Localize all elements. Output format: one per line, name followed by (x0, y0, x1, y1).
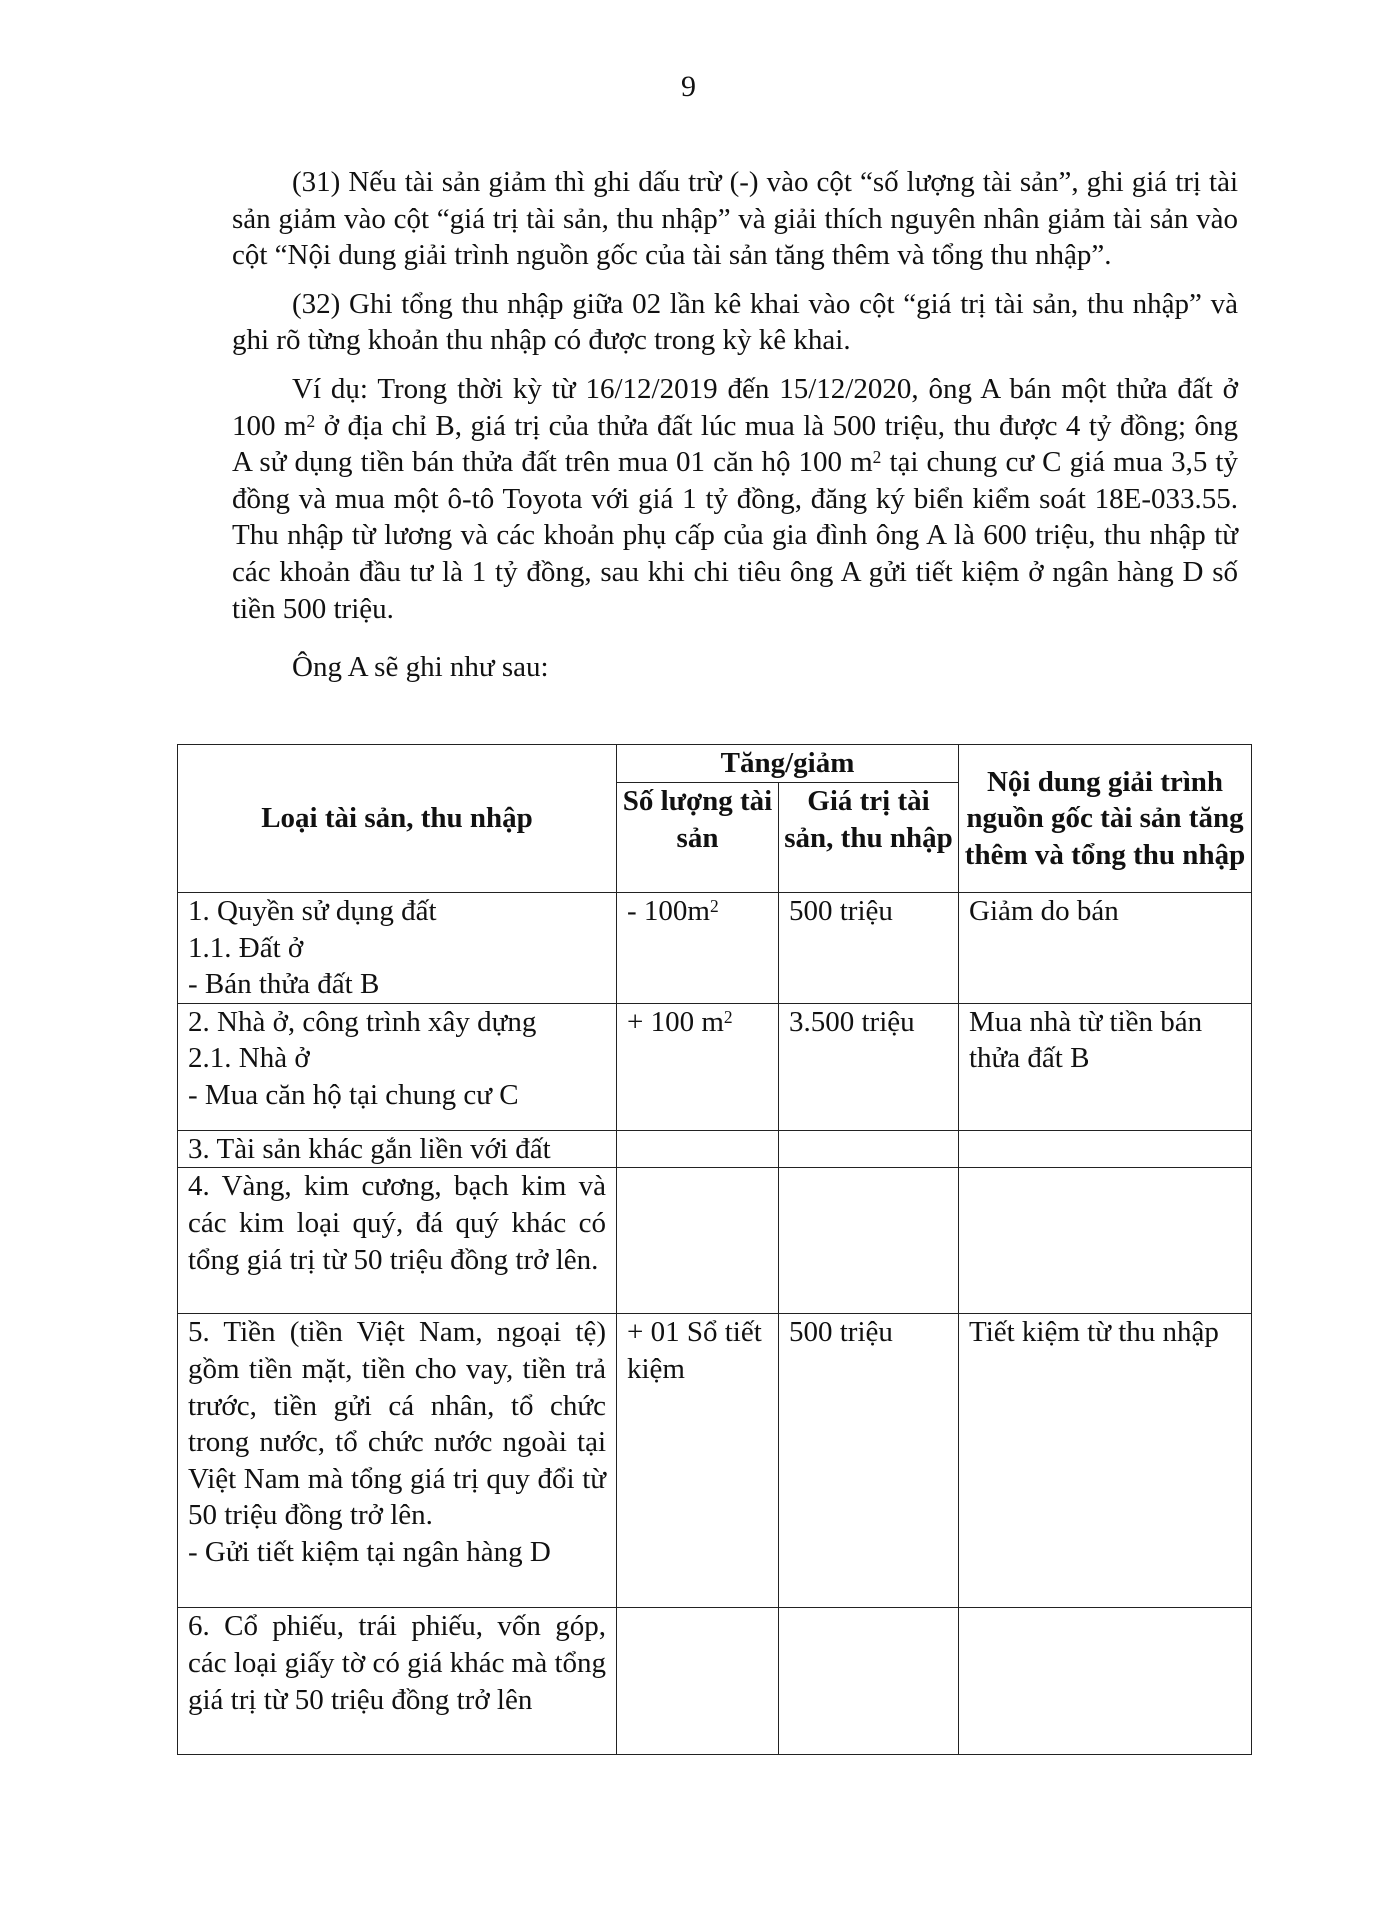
category-line: 3. Tài sản khác gắn liền với đất (188, 1132, 551, 1165)
quantity-cell (617, 1003, 779, 1130)
quantity-cell: + 01 Sổ tiết kiệm (617, 1314, 779, 1608)
example-text-part-2: ở địa chỉ B, giá trị của thửa đất lúc mua là 500 triệu, thu được 4 tỷ đồng; ông A sử dụng tiền bán thửa đất trên mua 01 căn hộ 100 m (232, 409, 1238, 479)
explanation-cell: Giảm do bán (959, 893, 1252, 1004)
superscript-2: 2 (306, 410, 316, 431)
category-line: 1. Quyền sử dụng đất (188, 895, 437, 927)
quantity-cell (617, 1608, 779, 1755)
category-cell (178, 1314, 617, 1608)
header-change-group: Tăng/giảm (617, 745, 959, 783)
asset-declaration-table (177, 744, 1252, 1755)
quantity-value: - 100m (627, 895, 710, 927)
body-text (232, 164, 1238, 686)
table-row (178, 1130, 1252, 1168)
category-line: 2.1. Nhà ở (188, 1042, 310, 1075)
category-text: 5. Tiền (tiền Việt Nam, ngoại tệ) gồm tiền mặt, tiền cho vay, tiền trả trước, tiền gửi cá nhân, tổ chức trong nước, tổ chức nước ngoài tại Việt Nam mà tổng giá trị quy đổi từ 50 triệu đồng trở lên. (188, 1316, 606, 1532)
value-cell (779, 1168, 959, 1314)
note-32-paragraph: (32) Ghi tổng thu nhập giữa 02 lần kê khai vào cột “giá trị tài sản, thu nhập” và ghi rõ từng khoản thu nhập có được trong kỳ kê khai. (232, 287, 1238, 357)
category-line: - Bán thửa đất B (188, 968, 380, 1001)
superscript-2: 2 (723, 1006, 733, 1027)
quantity-cell (617, 1130, 779, 1168)
explanation-cell (959, 1608, 1252, 1755)
note-31-paragraph: (31) Nếu tài sản giảm thì ghi dấu trừ (-) vào cột “số lượng tài sản”, ghi giá trị tài sản giảm vào cột “giá trị tài sản, thu nhập” và giải thích nguyên nhân giảm tài sản vào cột “Nội dung giải trình nguồn gốc của tài sản tăng thêm và tổng thu nhập”. (232, 166, 1238, 272)
table-row (178, 1168, 1252, 1314)
explanation-cell (959, 1130, 1252, 1168)
explanation-cell (959, 1168, 1252, 1314)
category-cell (178, 1003, 617, 1130)
quantity-cell (617, 893, 779, 1004)
page-number: 9 (681, 70, 696, 103)
header-explanation: Nội dung giải trình nguồn gốc tài sản tăng thêm và tổng thu nhập (959, 745, 1252, 893)
category-cell (178, 1130, 617, 1168)
header-value: Giá trị tài sản, thu nhập (779, 783, 959, 893)
value-cell (779, 1608, 959, 1755)
superscript-2: 2 (709, 896, 719, 917)
superscript-2: 2 (872, 447, 882, 468)
category-line: - Mua căn hộ tại chung cư C (188, 1078, 519, 1111)
category-line: 1.1. Đất ở (188, 931, 304, 964)
table-lead-in: Ông A sẽ ghi như sau: (292, 651, 549, 684)
quantity-cell (617, 1168, 779, 1314)
value-cell: 500 triệu (779, 893, 959, 1004)
table-row (178, 893, 1252, 1004)
table-row (178, 1314, 1252, 1608)
example-text-part-1: Ví dụ: Trong thời kỳ từ 16/12/2019 đến 15/12/2020, ông A bán một thửa đất ở 100 m (232, 372, 1238, 442)
category-line: - Gửi tiết kiệm tại ngân hàng D (188, 1535, 551, 1568)
explanation-cell: Mua nhà từ tiền bán thửa đất B (959, 1003, 1252, 1130)
category-cell: 4. Vàng, kim cương, bạch kim và các kim loại quý, đá quý khác có tổng giá trị từ 50 triệu đồng trở lên. (178, 1168, 617, 1314)
value-cell: 500 triệu (779, 1314, 959, 1608)
explanation-cell: Tiết kiệm từ thu nhập (959, 1314, 1252, 1608)
category-cell (178, 893, 617, 1004)
category-line: 2. Nhà ở, công trình xây dựng (188, 1005, 537, 1038)
value-cell: 3.500 triệu (779, 1003, 959, 1130)
header-category: Loại tài sản, thu nhập (178, 745, 617, 893)
example-paragraph (232, 371, 1238, 627)
category-cell: 6. Cổ phiếu, trái phiếu, vốn góp, các loại giấy tờ có giá khác mà tổng giá trị từ 50 triệu đồng trở lên (178, 1608, 617, 1755)
table-row (178, 1608, 1252, 1755)
table-row (178, 1003, 1252, 1130)
example-text-part-3: tại chung cư C giá mua 3,5 tỷ đồng và mua một ô-tô Toyota với giá 1 tỷ đồng, đăng ký biển kiểm soát 18E-033.55. Thu nhập từ lương và các khoản phụ cấp của gia đình ông A là 600 triệu, thu nhập từ các khoản đầu tư là 1 tỷ đồng, sau khi chi tiêu ông A gửi tiết kiệm ở ngân hàng D số tiền 500 triệu. (232, 446, 1238, 625)
value-cell (779, 1130, 959, 1168)
header-quantity: Số lượng tài sản (617, 783, 779, 893)
quantity-value: + 100 m (627, 1005, 724, 1038)
